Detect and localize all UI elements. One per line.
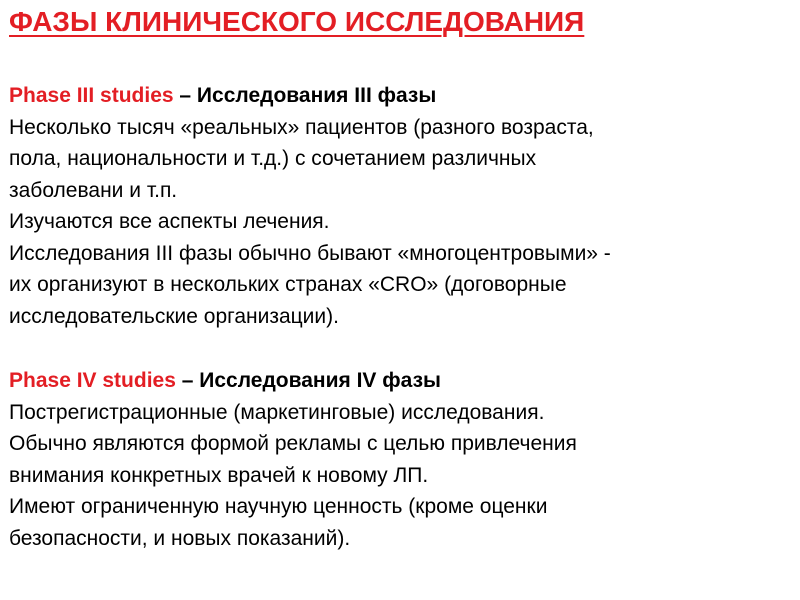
phase-3-section — [9, 80, 794, 332]
phase-3-line: пола, национальности и т.д.) с сочетанием различных — [9, 147, 537, 170]
phase-3-heading-en: Phase III studies — [9, 84, 174, 107]
phase-4-heading-en: Phase IV studies — [9, 369, 176, 392]
phase-4-section — [9, 365, 794, 554]
slide-title: ФАЗЫ КЛИНИЧЕСКОГО ИССЛЕДОВАНИЯ — [9, 6, 585, 37]
phase-4-line: безопасности, и новых показаний). — [9, 526, 351, 550]
phase-3-heading — [9, 80, 794, 112]
phase-4-line: Имеют ограниченную научную ценность (кроме оценки — [9, 495, 548, 518]
phase-3-line: их организуют в нескольких странах «CRO» (договорные — [9, 273, 567, 296]
phase-3-line: Изучаются все аспекты лечения. — [9, 210, 330, 233]
phase-4-line: Обычно являются формой рекламы с целью привлечения — [9, 432, 577, 455]
phase-4-line: Пострегистрационные (маркетинговые) исследования. — [9, 400, 545, 424]
phase-3-line: Несколько тысяч «реальных» пациентов (разного возраста, — [9, 115, 594, 139]
phase-3-line: заболевани и т.п. — [9, 178, 178, 202]
phase-4-heading-ru: – Исследования IV фазы — [175, 369, 441, 392]
phase-3-line: Исследования III фазы обычно бывают «многоцентровыми» - — [9, 241, 611, 265]
phase-3-line: исследовательские организации). — [9, 304, 339, 328]
phase-3-heading-ru: – Исследования III фазы — [173, 84, 437, 107]
phase-4-heading — [9, 365, 794, 397]
phase-4-line: внимания конкретных врачей к новому ЛП. — [9, 463, 429, 487]
